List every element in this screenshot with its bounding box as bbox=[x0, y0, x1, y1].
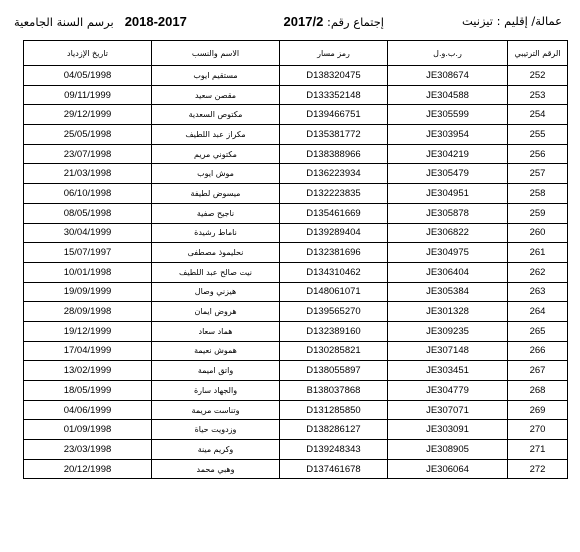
cell-cin: JE304975 bbox=[388, 243, 508, 263]
cell-order: 271 bbox=[508, 440, 568, 460]
cell-name: واتق اميمة bbox=[152, 361, 280, 381]
cell-birth: 08/05/1998 bbox=[24, 203, 152, 223]
cell-order: 262 bbox=[508, 262, 568, 282]
cell-massar: D148061071 bbox=[280, 282, 388, 302]
column-header-birth: تاريخ الإزدياد bbox=[24, 41, 152, 66]
cell-massar: D139565270 bbox=[280, 302, 388, 322]
document-header bbox=[14, 14, 564, 34]
cell-order: 264 bbox=[508, 302, 568, 322]
cell-massar: D130285821 bbox=[280, 341, 388, 361]
cell-name: وزدويت حياة bbox=[152, 420, 280, 440]
cell-massar: D137461678 bbox=[280, 459, 388, 479]
cell-order: 255 bbox=[508, 125, 568, 145]
table-row bbox=[24, 282, 568, 302]
cell-order: 268 bbox=[508, 381, 568, 401]
cell-name: ميسوض لطيفة bbox=[152, 184, 280, 204]
cell-name: مقصن سعيد bbox=[152, 85, 280, 105]
cell-cin: JE304588 bbox=[388, 85, 508, 105]
academic-year-value: 2018-2017 bbox=[124, 14, 187, 29]
column-header-name: الاسم والنسب bbox=[152, 41, 280, 66]
cell-massar: D135461669 bbox=[280, 203, 388, 223]
cell-order: 261 bbox=[508, 243, 568, 263]
cell-massar: D136223934 bbox=[280, 164, 388, 184]
cell-massar: D138320475 bbox=[280, 66, 388, 86]
students-table bbox=[23, 40, 568, 479]
cell-birth: 17/04/1999 bbox=[24, 341, 152, 361]
cell-cin: JE307148 bbox=[388, 341, 508, 361]
cell-massar: D132223835 bbox=[280, 184, 388, 204]
cell-cin: JE309235 bbox=[388, 321, 508, 341]
cell-name: وتناست مريمة bbox=[152, 400, 280, 420]
cell-cin: JE305599 bbox=[388, 105, 508, 125]
cell-name: ناماط رشيدة bbox=[152, 223, 280, 243]
table-row bbox=[24, 144, 568, 164]
cell-birth: 21/03/1998 bbox=[24, 164, 152, 184]
region-label: عمالة/ إقليم : تيزنيت bbox=[461, 14, 562, 28]
table-row bbox=[24, 262, 568, 282]
cell-birth: 04/06/1999 bbox=[24, 400, 152, 420]
cell-name: مستقيم ايوب bbox=[152, 66, 280, 86]
cell-cin: JE305878 bbox=[388, 203, 508, 223]
cell-cin: JE303954 bbox=[388, 125, 508, 145]
cell-name: هموش نعيمة bbox=[152, 341, 280, 361]
cell-cin: JE307071 bbox=[388, 400, 508, 420]
cell-birth: 25/05/1998 bbox=[24, 125, 152, 145]
cell-name: مكتوني مريم bbox=[152, 144, 280, 164]
cell-massar: D131285850 bbox=[280, 400, 388, 420]
meeting-label: إجتماع رقم: bbox=[326, 15, 384, 29]
cell-birth: 13/02/1999 bbox=[24, 361, 152, 381]
cell-name: مكراز عبد اللطيف bbox=[152, 125, 280, 145]
cell-birth: 23/07/1998 bbox=[24, 144, 152, 164]
cell-birth: 28/09/1998 bbox=[24, 302, 152, 322]
cell-birth: 30/04/1999 bbox=[24, 223, 152, 243]
academic-year-label: برسم السنة الجامعية bbox=[14, 15, 114, 29]
cell-name: نحليموذ مصطفى bbox=[152, 243, 280, 263]
cell-birth: 04/05/1998 bbox=[24, 66, 152, 86]
cell-cin: JE306822 bbox=[388, 223, 508, 243]
cell-massar: D132381696 bbox=[280, 243, 388, 263]
cell-order: 260 bbox=[508, 223, 568, 243]
cell-name: مكتوص السعدية bbox=[152, 105, 280, 125]
table-row bbox=[24, 243, 568, 263]
table-row bbox=[24, 420, 568, 440]
cell-order: 253 bbox=[508, 85, 568, 105]
cell-cin: JE304219 bbox=[388, 144, 508, 164]
cell-massar: D135381772 bbox=[280, 125, 388, 145]
cell-birth: 19/09/1999 bbox=[24, 282, 152, 302]
cell-name: وكريم مينة bbox=[152, 440, 280, 460]
cell-birth: 29/12/1999 bbox=[24, 105, 152, 125]
cell-name: موش ايوب bbox=[152, 164, 280, 184]
column-header-cin: ر.ب.و.ل bbox=[388, 41, 508, 66]
cell-order: 272 bbox=[508, 459, 568, 479]
cell-order: 266 bbox=[508, 341, 568, 361]
table-row bbox=[24, 321, 568, 341]
cell-order: 257 bbox=[508, 164, 568, 184]
cell-order: 254 bbox=[508, 105, 568, 125]
cell-name: هروض ايمان bbox=[152, 302, 280, 322]
cell-order: 269 bbox=[508, 400, 568, 420]
table-row bbox=[24, 105, 568, 125]
cell-birth: 20/12/1998 bbox=[24, 459, 152, 479]
cell-birth: 15/07/1997 bbox=[24, 243, 152, 263]
cell-massar: D138286127 bbox=[280, 420, 388, 440]
cell-birth: 18/05/1999 bbox=[24, 381, 152, 401]
cell-order: 252 bbox=[508, 66, 568, 86]
cell-order: 263 bbox=[508, 282, 568, 302]
cell-cin: JE305479 bbox=[388, 164, 508, 184]
cell-massar: D132389160 bbox=[280, 321, 388, 341]
table-row bbox=[24, 184, 568, 204]
column-header-order: الرقم الترتيبي bbox=[508, 41, 568, 66]
cell-name: نيت صالح عبد اللطيف bbox=[152, 262, 280, 282]
cell-massar: D133352148 bbox=[280, 85, 388, 105]
meeting-info bbox=[284, 14, 384, 29]
cell-order: 258 bbox=[508, 184, 568, 204]
meeting-number: 2017/2 bbox=[283, 14, 324, 29]
table-row bbox=[24, 400, 568, 420]
cell-cin: JE304779 bbox=[388, 381, 508, 401]
cell-massar: D139289404 bbox=[280, 223, 388, 243]
table-header-row bbox=[24, 41, 568, 66]
table-row bbox=[24, 381, 568, 401]
column-header-massar: رمز مسار bbox=[280, 41, 388, 66]
cell-name: هماد سعاد bbox=[152, 321, 280, 341]
cell-name: والجهاد سارة bbox=[152, 381, 280, 401]
cell-cin: JE308674 bbox=[388, 66, 508, 86]
cell-order: 256 bbox=[508, 144, 568, 164]
cell-cin: JE301328 bbox=[388, 302, 508, 322]
cell-name: هيزني وصال bbox=[152, 282, 280, 302]
cell-name: ناجيح صفية bbox=[152, 203, 280, 223]
cell-cin: JE305384 bbox=[388, 282, 508, 302]
cell-cin: JE306404 bbox=[388, 262, 508, 282]
cell-massar: D134310462 bbox=[280, 262, 388, 282]
cell-massar: D139248343 bbox=[280, 440, 388, 460]
table-row bbox=[24, 203, 568, 223]
cell-massar: B138037868 bbox=[280, 381, 388, 401]
cell-order: 267 bbox=[508, 361, 568, 381]
table-row bbox=[24, 66, 568, 86]
table-row bbox=[24, 125, 568, 145]
cell-birth: 19/12/1999 bbox=[24, 321, 152, 341]
cell-birth: 23/03/1998 bbox=[24, 440, 152, 460]
cell-birth: 09/11/1999 bbox=[24, 85, 152, 105]
cell-order: 265 bbox=[508, 321, 568, 341]
table-row bbox=[24, 223, 568, 243]
cell-cin: JE308905 bbox=[388, 440, 508, 460]
cell-cin: JE303091 bbox=[388, 420, 508, 440]
cell-order: 259 bbox=[508, 203, 568, 223]
cell-cin: JE303451 bbox=[388, 361, 508, 381]
table-row bbox=[24, 302, 568, 322]
cell-massar: D138055897 bbox=[280, 361, 388, 381]
cell-cin: JE306064 bbox=[388, 459, 508, 479]
cell-birth: 06/10/1998 bbox=[24, 184, 152, 204]
academic-year bbox=[14, 14, 187, 29]
table-row bbox=[24, 440, 568, 460]
cell-cin: JE304951 bbox=[388, 184, 508, 204]
cell-massar: D138388966 bbox=[280, 144, 388, 164]
table-row bbox=[24, 341, 568, 361]
table-row bbox=[24, 361, 568, 381]
cell-birth: 01/09/1998 bbox=[24, 420, 152, 440]
table-row bbox=[24, 164, 568, 184]
cell-massar: D139466751 bbox=[280, 105, 388, 125]
cell-order: 270 bbox=[508, 420, 568, 440]
table-row bbox=[24, 85, 568, 105]
cell-birth: 10/01/1998 bbox=[24, 262, 152, 282]
cell-name: وهبي محمد bbox=[152, 459, 280, 479]
table-row bbox=[24, 459, 568, 479]
